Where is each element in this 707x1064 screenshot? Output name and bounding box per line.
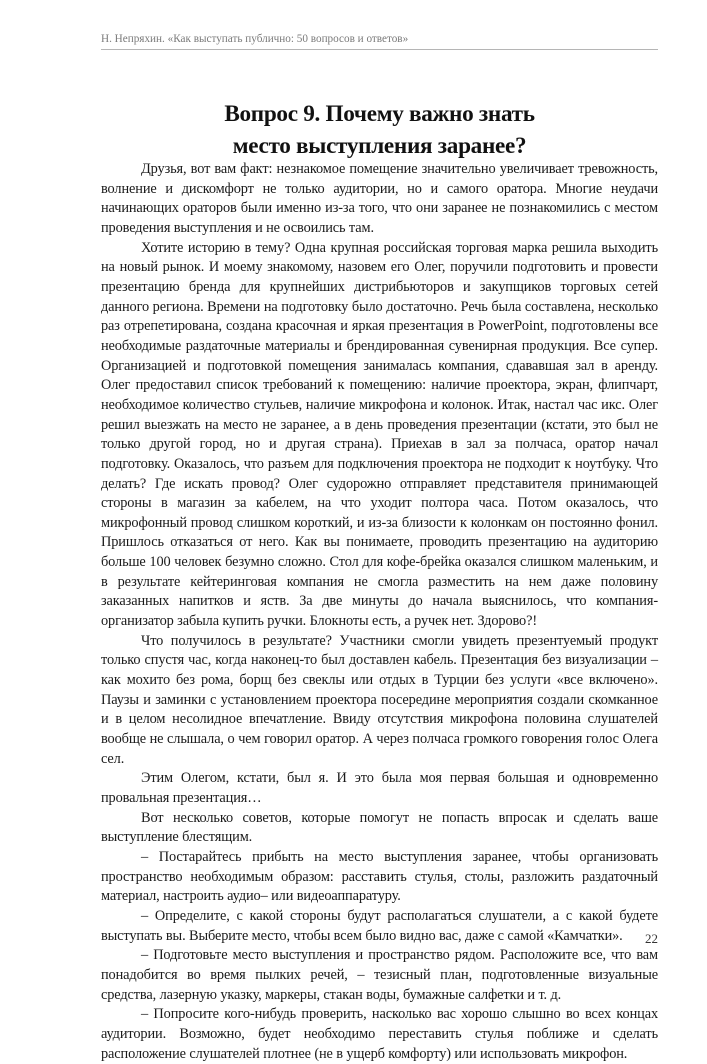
paragraph-tips-intro: Вот несколько советов, которые помогут не попасть впросак и сделать ваше выступление блестящим. <box>101 809 658 846</box>
tip-item: – Подготовьте место выступления и пространство рядом. Расположите все, что вам понадобится во время пылких речей, – тезисный план, подготовленные визуальные средства, лазерную указку, маркеры, стакан воды, бумажные салфетки и т. д. <box>101 947 658 1003</box>
tip-item: – Постарайтесь прибыть на место выступления заранее, чтобы организовать пространство необходимым образом: расставить стулья, столы, разложить раздаточный материал, настроить аудио– или видеоаппаратуру. <box>101 848 658 905</box>
paragraph-story: Хотите историю в тему? Одна крупная российская торговая марка решила выходить на новый рынок. И моему знакомому, назовем его Олег, поручили подготовить и провести презентацию бренда для крупнейших дистрибьюторов и закупщиков торговых сетей данного региона. Времени на подготовку было достаточно. Речь была составлена, несколько раз отрепетирована, создана красочная и яркая презентация в PowerPoint, подготовлены все необходимые раздаточные материалы и брендированная сувенирная продукция. Все супер. Организацией и подготовкой помещения занималась компания, сдававшая зал в аренду. Олег предоставил список требований к помещению: наличие проектора, экран, флипчарт, необходимое количество стульев, наличие микрофона и колонок. Итак, настал час икс. Олег решил выезжать на место не заранее, а в день проведения презентации (кстати, это был не только другой город, но и другая страна). Приехав в зал за полчаса, оратор начал подготовку. Оказалось, что разъем для подключения проектора не подходит к ноутбуку. Что делать? Где искать провод? Олег судорожно отправляет представителя принимающей стороны в магазин за кабелем, на что уходит полтора часа. Потом оказалось, что микрофонный провод слишком короткий, и из-за близости к колонкам он постоянно фонил. Пришлось отказаться от него. Как вы понимаете, проводить презентацию на аудиторию больше 100 человек безумно сложно. Стол для кофе-брейка оказался слишком маленьким, и в результате кейтеринговая компания не смогла разместить на нем даже половину заказанных напитков и яств. За две минуты до начала выяснилось, что компания-организатор забыла купить ручки. Блокноты есть, а ручек нет. Здорово?! <box>101 239 658 630</box>
header-divider <box>101 49 658 50</box>
paragraph-result: Что получилось в результате? Участники смогли увидеть презентуемый продукт только спустя час, когда наконец-то был доставлен кабель. Презентация без визуализации – как мохито без рома, борщ без свеклы или отдых в Турции без услуги «все включено». Паузы и заминки с установлением проектора посередине мероприятия создали скомканное и в целом несолидное впечатление. Ввиду отсутствия микрофона половина слушателей вообще не слышала, о чем говорил оратор. А через полчаса громкого говорения голос Олега сел. <box>101 632 658 767</box>
chapter-title-line-2: место выступления заранее? <box>232 133 527 159</box>
body-text <box>101 160 658 1064</box>
tip-item: – Определите, с какой стороны будут располагаться слушатели, а с какой будете выступать вы. Выберите место, чтобы всем было видно вас, даже с самой «Камчатки». <box>101 907 658 944</box>
paragraph-intro: Друзья, вот вам факт: незнакомое помещение значительно увеличивает тревожность, волнение и дискомфорт не только аудитории, но и самого оратора. Многие неудачи начинающих ораторов были именно из-за того, что они заранее не познакомились с местом проведения выступления и не освоились там. <box>101 161 658 236</box>
tip-item: – Попросите кого-нибудь проверить, насколько вас хорошо слышно во всех концах аудитории. Возможно, будет необходимо переставить стулья поближе и сделать расположение слушателей плотнее (не в ущерб комфорту) или использовать микрофон. <box>101 1006 658 1062</box>
page-number: 22 <box>645 931 658 946</box>
chapter-title <box>101 98 658 162</box>
chapter-title-line-1: Вопрос 9. Почему важно знать <box>224 101 535 127</box>
paragraph-reveal: Этим Олегом, кстати, был я. И это была моя первая большая и одновременно провальная презентация… <box>101 770 658 806</box>
running-header: Н. Непряхин. «Как выступать публично: 50 вопросов и ответов» <box>101 33 409 45</box>
